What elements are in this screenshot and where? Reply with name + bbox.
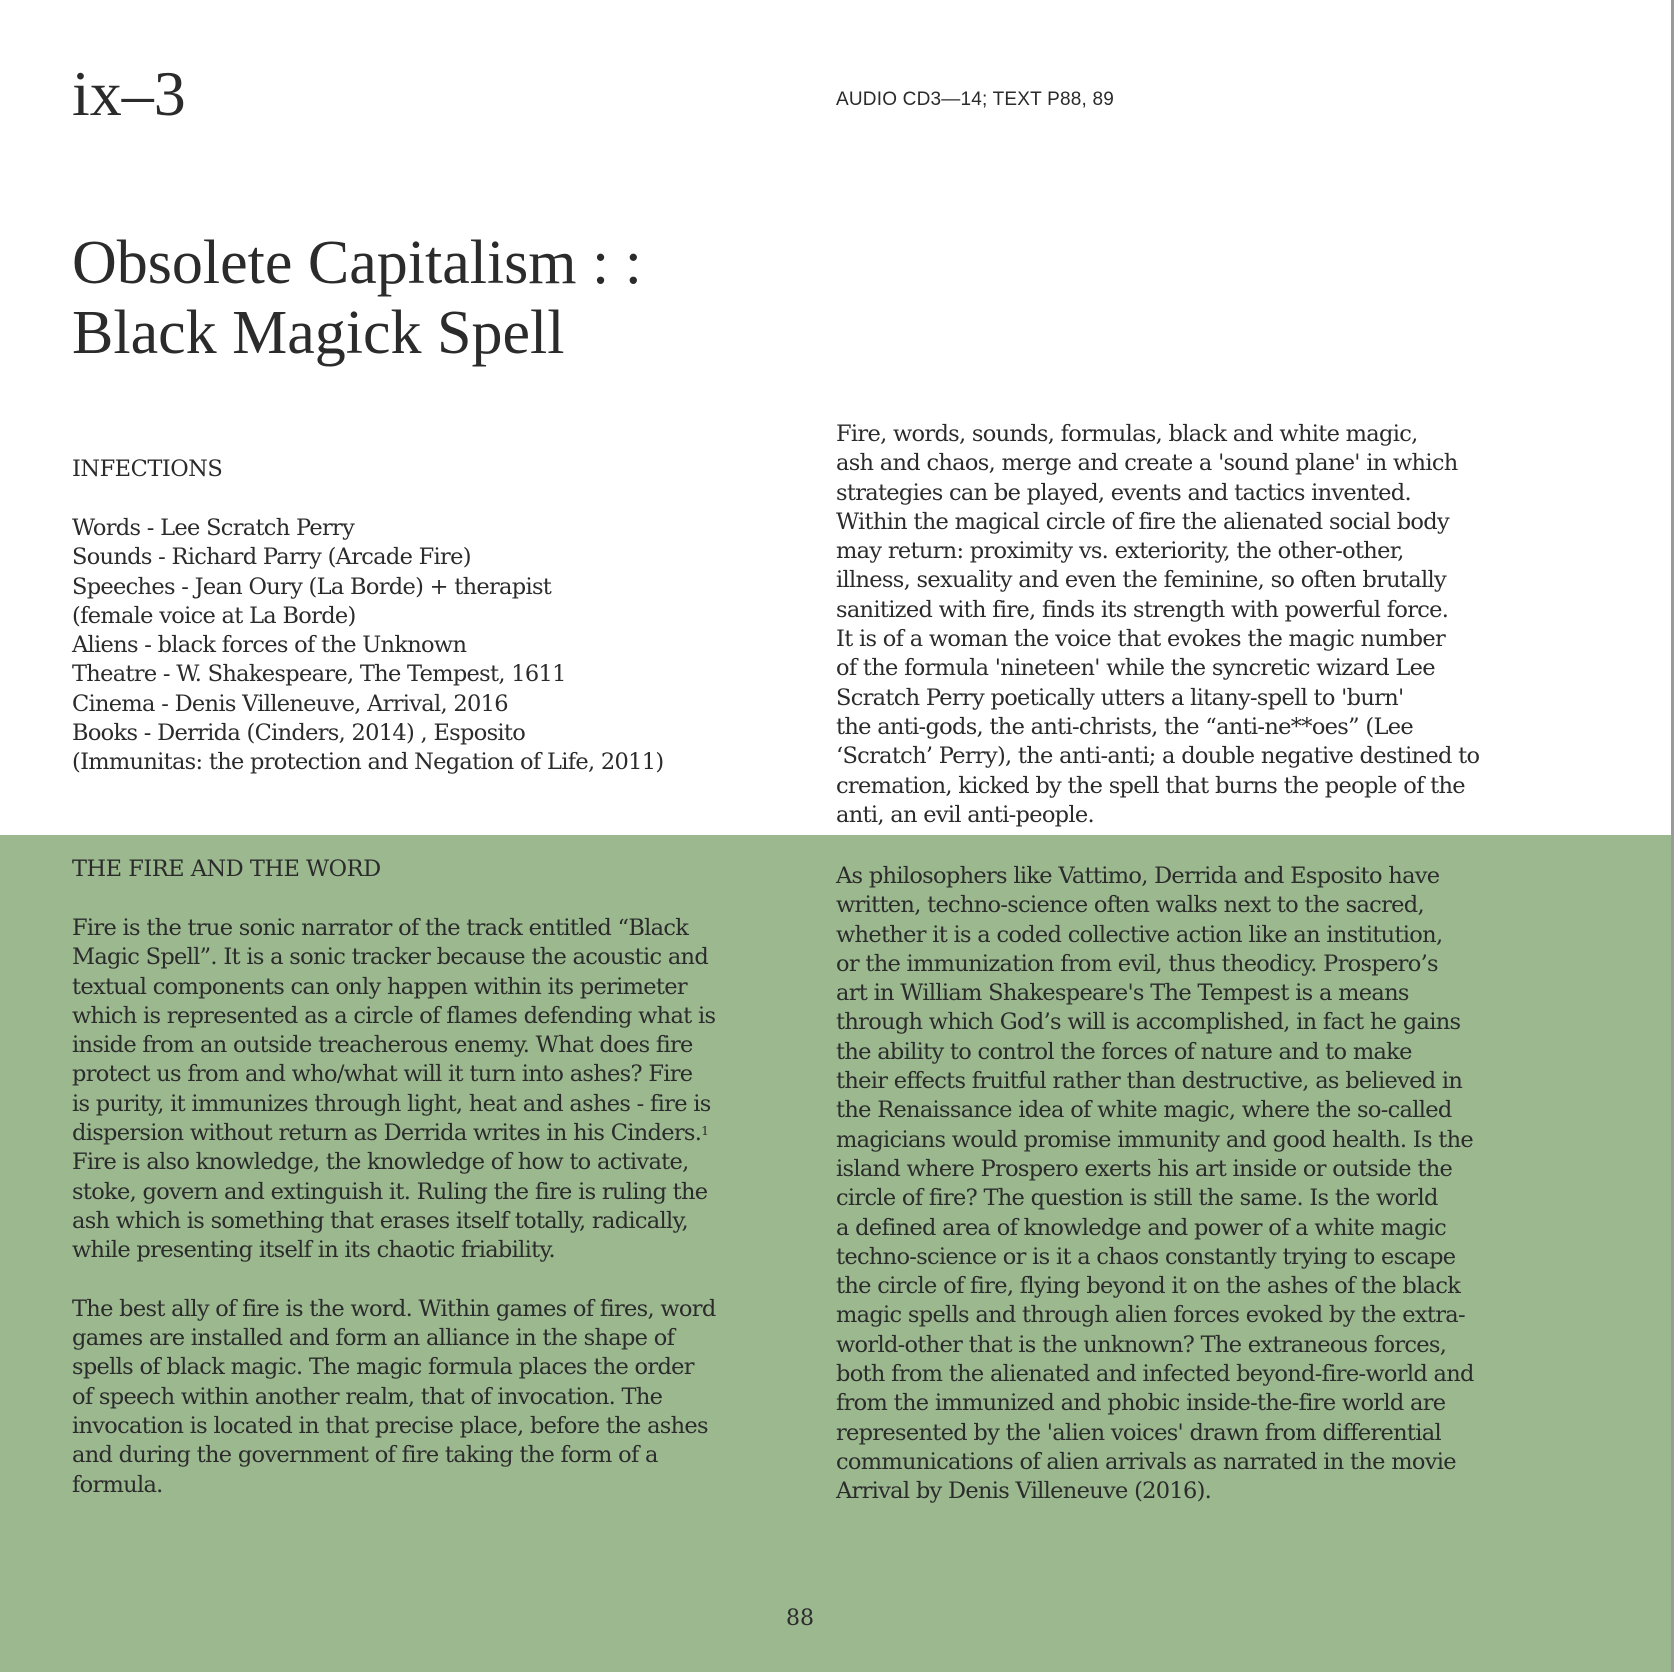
philosophers-line: techno-science or is it a chaos constantly trying to escape	[836, 1243, 1456, 1270]
fire-word-line: spells of black magic. The magic formula places the order	[72, 1354, 694, 1381]
intro-line: strategies can be played, events and tactics invented.	[836, 479, 1411, 506]
philosophers-line: whether it is a coded collective action like an institution,	[836, 921, 1443, 948]
intro-line: Within the magical circle of fire the alienated social body	[836, 508, 1449, 535]
intro-line: of the formula 'nineteen' while the syncretic wizard Lee	[836, 655, 1435, 682]
philosophers-line: circle of fire? The question is still the same. Is the world	[836, 1185, 1438, 1212]
intro-line: cremation, kicked by the spell that burns the people of the	[836, 772, 1465, 799]
philosophers-line: a defined area of knowledge and power of a white magic	[836, 1214, 1447, 1241]
philosophers-line: magic spells and through alien forces evoked by the extra-	[836, 1302, 1465, 1329]
title-line-2: Black Magick Spell	[72, 299, 565, 367]
intro-line: illness, sexuality and even the feminine, so often brutally	[836, 567, 1446, 594]
fire-word-line: of speech within another realm, that of invocation. The	[72, 1383, 663, 1410]
intro-line: Scratch Perry poetically utters a litany-spell to 'burn'	[836, 684, 1404, 711]
intro-line: Fire, words, sounds, formulas, black and white magic,	[836, 421, 1418, 447]
paragraph-gap	[72, 1266, 716, 1295]
fire-word-line: The best ally of fire is the word. Within games of fires, word	[72, 1295, 716, 1322]
infections-item: (Immunitas: the protection and Negation of Life, 2011)	[72, 749, 664, 776]
infections-list	[72, 514, 663, 778]
fire-word-heading: THE FIRE AND THE WORD	[72, 856, 381, 882]
infections-item: Words - Lee Scratch Perry	[72, 515, 355, 541]
philosophers-line: art in William Shakespeare's The Tempest is a means	[836, 980, 1409, 1007]
fire-word-line: invocation is located in that precise place, before the ashes	[72, 1413, 708, 1440]
fire-word-line-text: dispersion without return as Derrida writes in his Cinders.	[72, 1120, 702, 1147]
infections-heading: INFECTIONS	[72, 456, 223, 482]
intro-line: ash and chaos, merge and create a 'sound plane' in which	[836, 450, 1458, 477]
fire-word-line: is purity, it immunizes through light, heat and ashes - fire is	[72, 1090, 711, 1117]
page-title	[72, 228, 642, 368]
infections-item: (female voice at La Borde)	[72, 602, 356, 629]
fire-word-line: Magic Spell”. It is a sonic tracker because the acoustic and	[72, 944, 709, 971]
infections-item: Sounds - Richard Parry (Arcade Fire)	[72, 544, 471, 571]
infections-item: Cinema - Denis Villeneuve, Arrival, 2016	[72, 690, 508, 717]
fire-word-line: games are installed and form an alliance in the shape of	[72, 1325, 675, 1352]
philosophers-line: from the immunized and phobic inside-the-fire world are	[836, 1390, 1446, 1417]
fire-word-line-with-footnote	[72, 1119, 716, 1148]
fire-word-line: ash which is something that erases itself totally, radically,	[72, 1207, 688, 1234]
intro-line: anti, an evil anti-people.	[836, 801, 1094, 828]
fire-word-line: Fire is also knowledge, the knowledge of how to activate,	[72, 1149, 689, 1176]
audio-reference: AUDIO CD3—14; TEXT P88, 89	[836, 89, 1115, 110]
fire-word-line: textual components can only happen within its perimeter	[72, 973, 687, 1000]
infections-item: Aliens - black forces of the Unknown	[72, 632, 467, 659]
fire-word-line: while presenting itself in its chaotic friability.	[72, 1237, 555, 1264]
infections-item: Theatre - W. Shakespeare, The Tempest, 1611	[72, 661, 566, 688]
philosophers-line: As philosophers like Vattimo, Derrida and Esposito have	[836, 863, 1440, 889]
philosophers-line: their effects fruitful rather than destructive, as believed in	[836, 1068, 1463, 1095]
philosophers-line: through which God’s will is accomplished, in fact he gains	[836, 1009, 1461, 1036]
philosophers-line: island where Prospero exerts his art inside or outside the	[836, 1155, 1453, 1182]
philosophers-paragraph	[836, 862, 1474, 1507]
infections-item: Books - Derrida (Cinders, 2014) , Esposito	[72, 720, 526, 747]
philosophers-line: represented by the 'alien voices' drawn from differential	[836, 1419, 1441, 1446]
philosophers-line: or the immunization from evil, thus theodicy. Prospero’s	[836, 950, 1438, 977]
philosophers-line: communications of alien arrivals as narrated in the movie	[836, 1448, 1456, 1475]
fire-word-line: which is represented as a circle of flames defending what is	[72, 1002, 716, 1029]
philosophers-line: both from the alienated and infected beyond-fire-world and	[836, 1361, 1474, 1388]
fire-word-line: protect us from and who/what will it turn into ashes? Fire	[72, 1061, 693, 1088]
intro-paragraph	[836, 420, 1479, 830]
philosophers-line: world-other that is the unknown? The extraneous forces,	[836, 1331, 1447, 1358]
title-line-1: Obsolete Capitalism : :	[72, 229, 642, 297]
fire-word-line: formula.	[72, 1471, 163, 1498]
philosophers-line: the ability to control the forces of nature and to make	[836, 1038, 1412, 1065]
footnote-mark: 1	[701, 1124, 709, 1139]
intro-line: may return: proximity vs. exteriority, the other-other,	[836, 538, 1404, 565]
intro-line: ‘Scratch’ Perry), the anti-anti; a double negative destined to	[836, 743, 1480, 770]
intro-line: It is of a woman the voice that evokes the magic number	[836, 626, 1446, 653]
intro-line: the anti-gods, the anti-christs, the “anti-ne**oes” (Lee	[836, 713, 1413, 740]
fire-word-line: Fire is the true sonic narrator of the track entitled “Black	[72, 915, 689, 941]
intro-line: sanitized with fire, finds its strength with powerful force.	[836, 596, 1449, 623]
fire-word-line: and during the government of fire taking the form of a	[72, 1442, 658, 1469]
fire-word-body	[72, 914, 716, 1500]
philosophers-line: magicians would promise immunity and good health. Is the	[836, 1126, 1473, 1153]
infections-item: Speeches - Jean Oury (La Borde) + therapist	[72, 573, 552, 600]
page-number: 88	[786, 1606, 814, 1631]
section-code: ix–3	[72, 58, 186, 129]
philosophers-line: the circle of fire, flying beyond it on the ashes of the black	[836, 1273, 1461, 1300]
fire-word-line: stoke, govern and extinguish it. Ruling the fire is ruling the	[72, 1178, 708, 1205]
fire-word-line: inside from an outside treacherous enemy. What does fire	[72, 1032, 693, 1059]
philosophers-line: the Renaissance idea of white magic, where the so-called	[836, 1097, 1452, 1124]
philosophers-line: Arrival by Denis Villeneuve (2016).	[836, 1478, 1212, 1505]
philosophers-line: written, techno-science often walks next to the sacred,	[836, 892, 1424, 919]
